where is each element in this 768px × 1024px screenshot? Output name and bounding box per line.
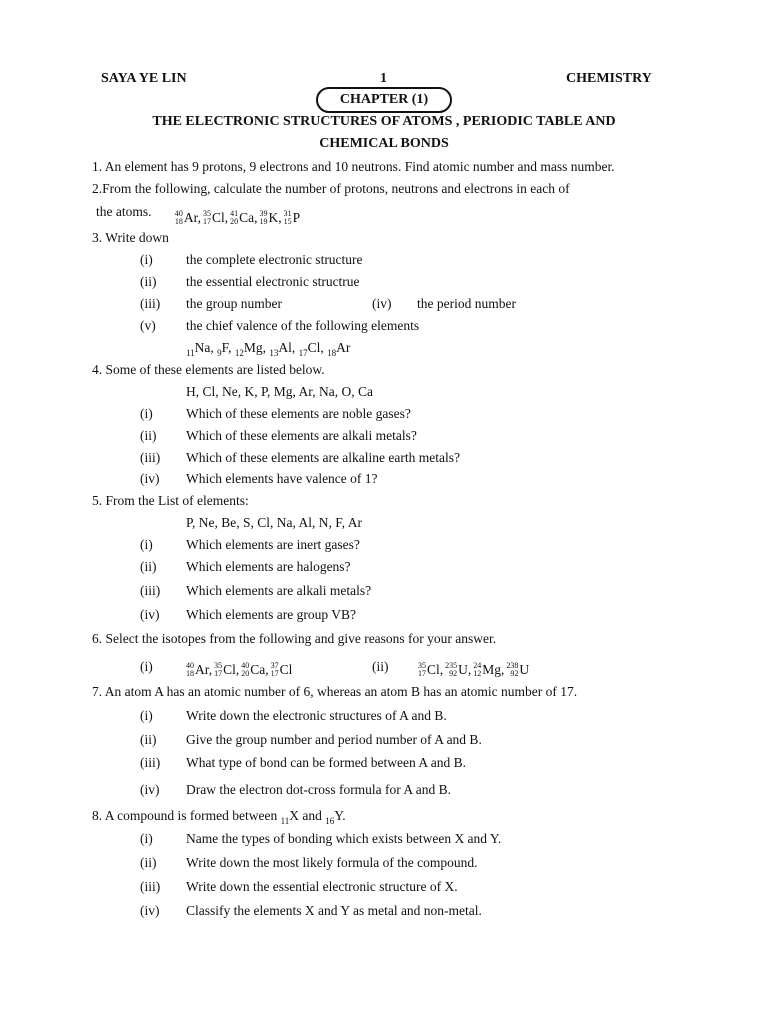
mass-number: 31 bbox=[283, 209, 292, 218]
q6-isotope-set-1 bbox=[184, 656, 292, 678]
q2-nuclide bbox=[201, 210, 228, 226]
q8-x-symbol: X bbox=[289, 808, 300, 823]
mass-number: 35 bbox=[214, 661, 223, 670]
element-symbol: Ar, bbox=[195, 662, 213, 677]
atomic-number: 92 bbox=[449, 669, 458, 678]
element-symbol: Ca, bbox=[250, 662, 269, 677]
question-8-stem bbox=[92, 808, 346, 826]
atomic-number: 17 bbox=[202, 217, 211, 226]
atomic-number: 19 bbox=[259, 217, 268, 226]
question-7-stem: 7. An atom A has an atomic number of 6, whereas an atom B has an atomic number of 17. bbox=[92, 684, 578, 699]
element-symbol: F, bbox=[221, 340, 235, 355]
q4-item-2-text: Which of these elements are alkali metals? bbox=[186, 428, 417, 443]
atomic-number: 9 bbox=[217, 348, 222, 358]
q2-nuclide bbox=[173, 210, 201, 226]
mass-number: 24 bbox=[473, 661, 482, 670]
nuclide-numbers bbox=[284, 210, 292, 226]
question-1: 1. An element has 9 protons, 9 electrons and 10 neutrons. Find atomic number and mass number. bbox=[92, 159, 615, 174]
question-2-lead: the atoms. bbox=[96, 204, 152, 219]
q8-y-symbol: Y bbox=[334, 808, 343, 823]
atomic-number: 15 bbox=[283, 217, 292, 226]
atomic-number: 17 bbox=[214, 669, 223, 678]
atomic-number: 17 bbox=[270, 669, 279, 678]
mass-number: 40 bbox=[186, 661, 194, 670]
atomic-number: 11 bbox=[186, 348, 195, 358]
q7-item-4-text: Draw the electron dot-cross formula for A and B. bbox=[186, 782, 452, 797]
title-line-2: CHEMICAL BONDS bbox=[319, 136, 449, 151]
q6-set-2-nuclide bbox=[471, 662, 504, 678]
element-symbol: Mg, bbox=[243, 340, 270, 355]
element-symbol: Ar bbox=[336, 340, 351, 355]
q7-item-3-num: (iii) bbox=[140, 755, 161, 770]
nuclide-numbers bbox=[506, 662, 518, 678]
q5-item-1-num: (i) bbox=[140, 537, 153, 552]
atomic-number: 12 bbox=[234, 348, 244, 358]
title-line-1: THE ELECTRONIC STRUCTURES OF ATOMS , PERIODIC TABLE AND bbox=[152, 114, 616, 129]
q8-item-4-num: (iv) bbox=[140, 903, 160, 918]
q7-item-1-num: (i) bbox=[140, 708, 153, 723]
atomic-number: 12 bbox=[473, 669, 482, 678]
q5-item-2-num: (ii) bbox=[140, 559, 157, 574]
element-symbol: Al, bbox=[278, 340, 299, 355]
q3-item-2-text: the essential electronic structrue bbox=[186, 274, 360, 289]
question-2-line-2 bbox=[96, 204, 300, 226]
q8-and: and bbox=[299, 808, 326, 823]
q8-x-atomic-number: 11 bbox=[280, 816, 290, 826]
nuclide-numbers bbox=[473, 662, 481, 678]
q5-item-3-text: Which elements are alkali metals? bbox=[186, 583, 372, 598]
mass-number: 37 bbox=[270, 661, 279, 670]
q5-item-4-num: (iv) bbox=[140, 607, 160, 622]
q4-item-4-num: (iv) bbox=[140, 471, 160, 486]
q3-item-2-num: (ii) bbox=[140, 274, 157, 289]
q4-element-list: H, Cl, Ne, K, P, Mg, Ar, Na, O, Ca bbox=[186, 384, 373, 399]
q4-item-1-text: Which of these elements are noble gases? bbox=[186, 406, 411, 421]
atomic-number: 17 bbox=[298, 348, 308, 358]
question-2-line-1: 2.From the following, calculate the number of protons, neutrons and electrons in each of bbox=[92, 181, 570, 196]
q3-item-5-num: (v) bbox=[140, 318, 156, 333]
q4-item-4-text: Which elements have valence of 1? bbox=[186, 471, 378, 486]
question-5-stem: 5. From the List of elements: bbox=[92, 493, 249, 508]
question-4-stem: 4. Some of these elements are listed below. bbox=[92, 362, 325, 377]
q7-item-2-text: Give the group number and period number of A and B. bbox=[186, 732, 482, 747]
chapter-box: CHAPTER (1) bbox=[316, 87, 452, 113]
q7-item-4-num: (iv) bbox=[140, 782, 160, 797]
q6-set-2-nuclide bbox=[443, 662, 471, 678]
mass-number: 235 bbox=[445, 661, 458, 670]
q5-item-1-text: Which elements are inert gases? bbox=[186, 537, 360, 552]
q8-item-2-num: (ii) bbox=[140, 855, 157, 870]
q6-part-2-num: (ii) bbox=[372, 659, 389, 674]
question-6-stem: 6. Select the isotopes from the following and give reasons for your answer. bbox=[92, 631, 497, 646]
q6-set-1-nuclide bbox=[239, 662, 268, 678]
q5-item-3-num: (iii) bbox=[140, 583, 161, 598]
q2-nuclide bbox=[282, 210, 301, 226]
q3-item-3-text: the group number bbox=[186, 296, 282, 311]
mass-number: 238 bbox=[506, 661, 519, 670]
nuclide-numbers bbox=[241, 662, 249, 678]
header-subject: CHEMISTRY bbox=[566, 71, 652, 86]
q8-item-3-text: Write down the essential electronic structure of X. bbox=[186, 879, 458, 894]
q4-item-3-num: (iii) bbox=[140, 450, 161, 465]
q8-end: . bbox=[342, 808, 346, 823]
q7-item-3-text: What type of bond can be formed between A and B. bbox=[186, 755, 467, 770]
q6-set-1-nuclide bbox=[269, 662, 293, 678]
q8-item-1-text: Name the types of bonding which exists between X and Y. bbox=[186, 831, 502, 846]
q6-isotope-set-2 bbox=[416, 656, 529, 678]
q3-item-4-text: the period number bbox=[417, 296, 516, 311]
element-symbol: Cl, bbox=[211, 210, 229, 225]
element-symbol: Cl bbox=[279, 662, 293, 677]
mass-number: 40 bbox=[241, 661, 250, 670]
q5-item-2-text: Which elements are halogens? bbox=[186, 559, 351, 574]
q6-set-2-nuclide bbox=[504, 662, 529, 678]
nuclide-numbers bbox=[203, 210, 211, 226]
q8-y-atomic-number: 16 bbox=[325, 816, 335, 826]
q4-item-2-num: (ii) bbox=[140, 428, 157, 443]
element-symbol: Ca, bbox=[239, 210, 258, 225]
q8-stem-text: 8. A compound is formed between bbox=[92, 808, 281, 823]
nuclide-numbers bbox=[186, 662, 194, 678]
element-symbol: Cl, bbox=[307, 340, 328, 355]
atomic-number: 13 bbox=[269, 348, 279, 358]
element-symbol: Ar, bbox=[183, 210, 201, 225]
element-symbol: U bbox=[519, 662, 530, 677]
atomic-number: 92 bbox=[510, 669, 519, 678]
header-page-number: 1 bbox=[380, 71, 387, 86]
q7-item-2-num: (ii) bbox=[140, 732, 157, 747]
element-symbol: Na, bbox=[194, 340, 218, 355]
q4-item-1-num: (i) bbox=[140, 406, 153, 421]
q5-element-list: P, Ne, Be, S, Cl, Na, Al, N, F, Ar bbox=[186, 515, 362, 530]
nuclide-numbers bbox=[214, 662, 222, 678]
element-symbol: Mg, bbox=[482, 662, 505, 677]
mass-number: 39 bbox=[259, 209, 268, 218]
q2-nuclide bbox=[257, 210, 281, 226]
element-symbol: Cl, bbox=[223, 662, 240, 677]
q3-item-5-text: the chief valence of the following elements bbox=[186, 318, 420, 333]
nuclide-numbers bbox=[230, 210, 238, 226]
q3-item-1-num: (i) bbox=[140, 252, 153, 267]
atomic-number: 17 bbox=[418, 669, 426, 678]
atomic-number: 18 bbox=[174, 217, 183, 226]
element-symbol: Cl, bbox=[427, 662, 444, 677]
q8-item-1-num: (i) bbox=[140, 831, 153, 846]
mass-number: 35 bbox=[418, 661, 426, 670]
q5-item-4-text: Which elements are group VB? bbox=[186, 607, 356, 622]
q3-element-list bbox=[186, 340, 350, 358]
nuclide-numbers bbox=[259, 210, 267, 226]
q6-set-1-nuclide bbox=[212, 662, 239, 678]
atomic-number: 18 bbox=[327, 348, 337, 358]
q8-item-4-text: Classify the elements X and Y as metal and non-metal. bbox=[186, 903, 482, 918]
atomic-number: 18 bbox=[186, 669, 194, 678]
element-symbol: K, bbox=[268, 210, 282, 225]
q3-item-1-text: the complete electronic structure bbox=[186, 252, 363, 267]
q6-part-1-num: (i) bbox=[140, 659, 153, 674]
q8-item-3-num: (iii) bbox=[140, 879, 161, 894]
q3-item-4-num: (iv) bbox=[372, 296, 392, 311]
element-symbol: P bbox=[292, 210, 301, 225]
q2-nuclide bbox=[228, 210, 257, 226]
q6-set-1-nuclide bbox=[184, 662, 212, 678]
nuclide-numbers bbox=[445, 662, 457, 678]
nuclide-numbers bbox=[418, 662, 426, 678]
atomic-number: 20 bbox=[241, 669, 250, 678]
mass-number: 41 bbox=[230, 209, 239, 218]
atomic-number: 20 bbox=[230, 217, 239, 226]
q7-item-1-text: Write down the electronic structures of A and B. bbox=[186, 708, 447, 723]
nuclide-list bbox=[173, 204, 301, 226]
mass-number: 35 bbox=[202, 209, 211, 218]
nuclide-numbers bbox=[271, 662, 279, 678]
q3-item-3-num: (iii) bbox=[140, 296, 161, 311]
q8-item-2-text: Write down the most likely formula of the compound. bbox=[186, 855, 478, 870]
element-symbol: U, bbox=[458, 662, 472, 677]
question-3-stem: 3. Write down bbox=[92, 230, 169, 245]
q6-set-2-nuclide bbox=[416, 662, 443, 678]
nuclide-numbers bbox=[175, 210, 183, 226]
q4-item-3-text: Which of these elements are alkaline earth metals? bbox=[186, 450, 460, 465]
mass-number: 40 bbox=[174, 209, 183, 218]
header-author: SAYA YE LIN bbox=[101, 71, 187, 86]
